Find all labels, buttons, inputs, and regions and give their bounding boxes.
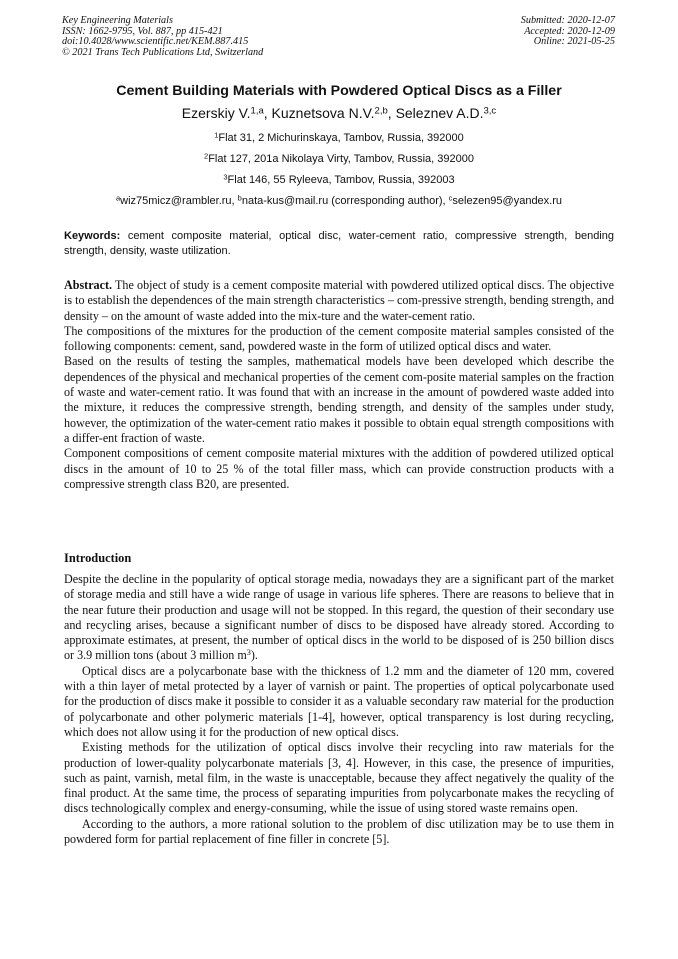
abstract-paragraph: The compositions of the mixtures for the production of the cement composite material samples consisted of the following components: cement, sand, powdered waste in the form of utilized optical discs and water. [64, 323, 614, 354]
doi-line[interactable]: doi:10.4028/www.scientific.net/KEM.887.415 [62, 36, 249, 48]
email-sup: c [448, 193, 453, 203]
affiliation-text: Flat 127, 201a Nikolaya Virty, Tambov, Russia, 392000 [208, 153, 474, 165]
submitted-date: Submitted: 2020-12-07 [520, 15, 615, 26]
introduction-section [64, 572, 614, 847]
intro-paragraph: According to the authors, a more rational solution to the problem of disc utilization may be to use them in powdered form for partial replacement of fine filler in concrete [5]. [64, 816, 614, 847]
introduction-heading: Introduction [64, 551, 132, 565]
abstract-paragraph: Component compositions of cement composite material mixtures with the addition of powdered utilized optical discs in the amount of 10 to 25 % of the total filler mass, which can provide construction products with a compressive strength class B20, are presented. [64, 446, 614, 491]
author-sup: 2,b [374, 105, 388, 117]
author-list: Ezerskiy V.$^{1,a}$, Kuznetsova N.V.$^{2,b}$, Seleznev A.D.$^{3,c}$ [181, 105, 497, 121]
author-name: Seleznev A.D. [395, 105, 484, 121]
publication-dates [521, 16, 615, 48]
affiliation-3 [0, 174, 678, 186]
intro-paragraph [64, 572, 614, 664]
author-sup: 3,c [483, 105, 497, 117]
email-c[interactable]: selezen95@yandex.ru [452, 195, 563, 207]
issn-line: ISSN: 1662-9795, Vol. 887, pp 415-421 [62, 25, 223, 37]
abstract-label: Abstract. [64, 278, 113, 292]
email-b[interactable]: nata-kus@mail.ru (corresponding author), [241, 195, 449, 207]
accepted-date: Accepted: 2020-12-09 [524, 25, 615, 37]
journal-name: Key Engineering Materials [62, 15, 173, 26]
affiliation-sup: 1 [214, 130, 219, 140]
affiliation-2 [0, 153, 678, 165]
intro-text-end: ). [250, 648, 258, 663]
intro-text: Despite the decline in the popularity of optical storage media, nowadays they are a significant part of the market of storage media and still have a wide range of usage in various life spheres. There are reasons to believe that in the near future their production and usage will not be stopped. In this regard, the question of their secondary use and recycling arises, because a significant number of discs to be disposed have already stored. According to approximate estimates, at present, the number of optical discs in the world to be disposed of is 250 billion discs or 3.9 million tons (about 3 million m [64, 572, 614, 663]
affiliation-text: Flat 146, 55 Ryleeva, Tambov, Russia, 392003 [227, 174, 455, 186]
abstract-paragraph: Based on the results of testing the samples, mathematical models have been developed which describe the dependences of the physical and mechanical properties of the cement com-posite material samples on the fraction of waste and water-cement ratio. It was found that with an increase in the amount of powdered waste added into the mixture, it reduces the compressive strength, bending strength, and density of the samples under study, however, the optimization of the water-cement ratio makes it possible to obtain equal strength compositions with a differ-ent fraction of waste. [64, 354, 614, 445]
email-sup: b [237, 193, 242, 203]
email-a[interactable]: wiz75micz@rambler.ru, [120, 195, 238, 207]
affiliation-text: Flat 31, 2 Michurinskaya, Tambov, Russia, 392000 [218, 132, 464, 144]
author-name: Kuznetsova N.V. [271, 105, 375, 121]
publication-info [62, 16, 263, 58]
paper-title: Cement Building Materials with Powdered Optical Discs as a Filler [116, 83, 562, 99]
abstract-section [64, 278, 614, 492]
affiliation-sup: 3 [223, 172, 228, 182]
author-sup: 1,a [250, 105, 264, 117]
email-line [0, 195, 678, 207]
keywords-label: Keywords: [64, 230, 121, 242]
author-name: Ezerskiy V. [181, 105, 251, 121]
online-date: Online: 2021-05-25 [533, 36, 615, 48]
copyright-line: © 2021 Trans Tech Publications Ltd, Switzerland [62, 46, 264, 58]
email-sup: a [115, 193, 121, 203]
abstract-paragraph [64, 278, 614, 324]
keywords-block [64, 229, 614, 258]
affiliation-sup: 2 [204, 151, 209, 161]
abstract-text: The object of study is a cement composite material with powdered utilized optical discs. The objective is to establish the dependences of the main strength characteristics – com-pressive strength, bending strength, and density – on the amount of waste added into the mix-ture and the water-cement ratio. [64, 278, 614, 323]
intro-sup: 3 [246, 648, 251, 658]
keywords-text: cement composite material, optical disc, water-cement ratio, compressive strength, bending strength, density, waste utilization. [64, 230, 614, 257]
intro-paragraph: Existing methods for the utilization of optical discs involve their recycling into raw materials for the production of lower-quality polycarbonate materials [3, 4]. However, in this case, the presence of impurities, such as paint, varnish, metal film, in the waste is unacceptable, because they affect negatively the quality of the final product. At the same time, the process of separating impurities from polycarbonate makes the recycling of discs technologically complex and energy-consuming, while the issue of using stored waste remains open. [64, 740, 614, 816]
affiliation-1 [0, 132, 678, 144]
intro-paragraph: Optical discs are a polycarbonate base with the thickness of 1.2 mm and the diameter of 120 mm, covered with a thin layer of metal protected by a layer of varnish or paint. The properties of optical polycarbonate used for the production of discs make it possible to consider it as a valuable secondary raw material for the production of polycarbonate and other polymeric materials [1-4], however, optical transparency is lost during recycling, which does not allow using it for the production of new optical discs. [64, 663, 614, 739]
